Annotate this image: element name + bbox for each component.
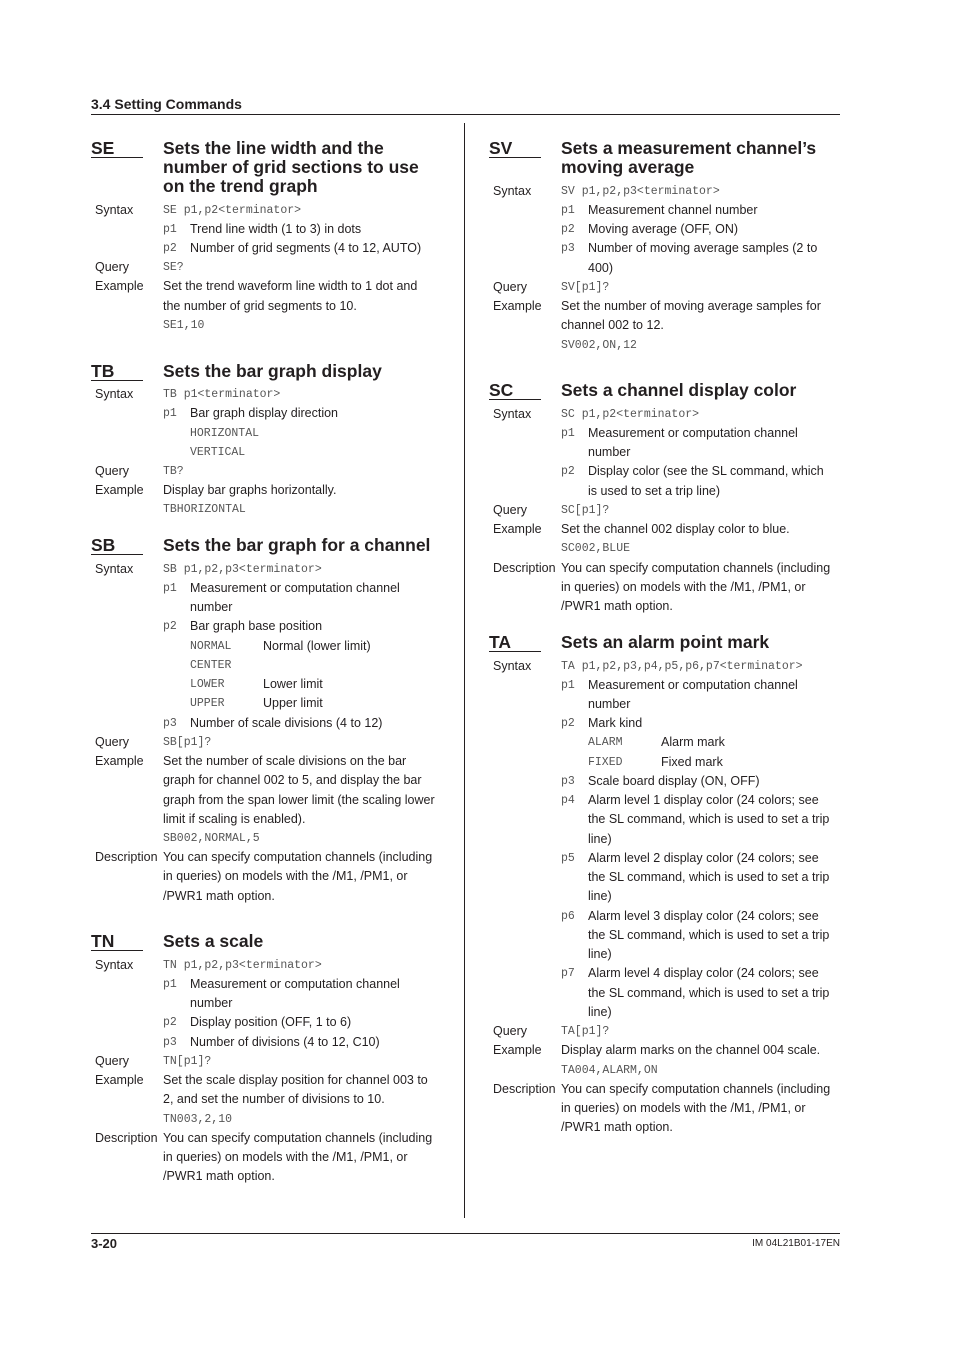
example-label: Example (493, 1043, 542, 1057)
example-text: Set the channel 002 display color to blue. (561, 522, 790, 536)
example-text: 2, and set the number of divisions to 10. (163, 1092, 385, 1106)
command-ta (489, 633, 849, 1153)
param-name: p2 (561, 717, 575, 730)
param-desc: Measurement channel number (588, 203, 758, 217)
param-name: p1 (561, 204, 575, 217)
param-desc: number (190, 996, 233, 1010)
param-name: p1 (163, 582, 177, 595)
document-id: IM 04L21B01-17EN (752, 1238, 840, 1249)
example-code: SV002,ON,12 (561, 339, 637, 352)
option-name: LOWER (190, 678, 225, 691)
param-desc: line) (588, 1005, 612, 1019)
example-text: Display alarm marks on the channel 004 scale. (561, 1043, 821, 1057)
command-code: SV (489, 138, 513, 158)
param-name: p1 (163, 978, 177, 991)
param-name: p2 (163, 620, 177, 633)
param-name: p1 (163, 407, 177, 420)
param-desc: Alarm level 3 display color (24 colors; see (588, 909, 819, 923)
option-desc: Lower limit (263, 677, 323, 691)
param-desc: Alarm level 1 display color (24 colors; see (588, 793, 819, 807)
command-underline (489, 399, 541, 400)
column-divider (464, 123, 465, 1218)
option-name: HORIZONTAL (190, 427, 260, 440)
param-desc: the SL command, which is used to set a trip (588, 870, 830, 884)
option-name: ALARM (588, 736, 623, 749)
param-desc: Scale board display (ON, OFF) (588, 774, 760, 788)
param-name: p3 (561, 242, 575, 255)
param-desc: Display color (see the SL command, which (588, 464, 824, 478)
description-text: /PWR1 math option. (561, 599, 673, 613)
example-text: Set the number of scale divisions on the bar (163, 754, 407, 768)
description-label: Description (95, 850, 158, 864)
option-name: NORMAL (190, 640, 232, 653)
query-text: SV[p1]? (561, 281, 610, 294)
example-text: channel 002 to 12. (561, 318, 664, 332)
command-underline (91, 380, 143, 381)
command-sb (91, 536, 461, 916)
param-desc: Alarm level 4 display color (24 colors; see (588, 966, 819, 980)
param-desc: line) (588, 889, 612, 903)
description-label: Description (493, 1082, 556, 1096)
description-label: Description (493, 561, 556, 575)
syntax-label: Syntax (493, 407, 532, 421)
option-name: VERTICAL (190, 446, 246, 459)
syntax-label: Syntax (95, 958, 134, 972)
command-sc (489, 381, 849, 621)
query-text: SB[p1]? (163, 736, 212, 749)
option-name: FIXED (588, 756, 623, 769)
description-label: Description (95, 1131, 158, 1145)
command-underline (91, 554, 143, 555)
command-title: Sets the bar graph display (163, 361, 382, 381)
param-name: p6 (561, 910, 575, 923)
example-text: Display bar graphs horizontally. (163, 483, 337, 497)
query-label: Query (95, 735, 130, 749)
param-desc: line) (588, 832, 612, 846)
query-label: Query (95, 1054, 130, 1068)
command-title: Sets a measurement channel’s moving average (561, 138, 817, 177)
description-text: in queries) on models with the /M1, /PM1, or (163, 869, 408, 883)
syntax-text: TA p1,p2,p3,p4,p5,p6,p7<terminator> (561, 660, 803, 673)
option-desc: Normal (lower limit) (263, 639, 371, 653)
param-desc: Measurement or computation channel (588, 678, 798, 692)
command-code: SE (91, 138, 115, 158)
param-desc: 400) (588, 261, 614, 275)
query-text: SE? (163, 261, 184, 274)
query-text: SC[p1]? (561, 504, 610, 517)
example-text: graph from the span lower limit (the scaling lower (163, 793, 435, 807)
example-text: Set the scale display position for channel 003 to (163, 1073, 428, 1087)
example-text: graph for channel 002 to 5, and display the bar (163, 773, 422, 787)
description-text: in queries) on models with the /M1, /PM1, or (561, 1101, 806, 1115)
command-tn (91, 932, 461, 1192)
description-text: in queries) on models with the /M1, /PM1, or (163, 1150, 408, 1164)
param-desc: Number of scale divisions (4 to 12) (190, 716, 383, 730)
query-label: Query (493, 280, 528, 294)
query-label: Query (95, 464, 130, 478)
param-name: p5 (561, 852, 575, 865)
example-label: Example (95, 483, 144, 497)
syntax-text: SE p1,p2<terminator> (163, 204, 302, 217)
syntax-text: SC p1,p2<terminator> (561, 408, 700, 421)
command-title: Sets a channel display color (561, 380, 797, 400)
syntax-text: SB p1,p2,p3<terminator> (163, 563, 322, 576)
param-name: p1 (163, 223, 177, 236)
param-desc: Trend line width (1 to 3) in dots (190, 222, 362, 236)
command-underline (489, 651, 541, 652)
param-desc: number (190, 600, 233, 614)
header-rule (91, 114, 840, 115)
param-desc: number (588, 445, 631, 459)
param-name: p3 (561, 775, 575, 788)
description-text: You can specify computation channels (including (163, 1131, 433, 1145)
command-title: Sets an alarm point mark (561, 632, 770, 652)
param-desc: Display position (OFF, 1 to 6) (190, 1015, 352, 1029)
example-code: SB002,NORMAL,5 (163, 832, 260, 845)
param-name: p4 (561, 794, 575, 807)
description-text: /PWR1 math option. (561, 1120, 673, 1134)
command-code: SB (91, 535, 116, 555)
example-code: TA004,ALARM,ON (561, 1064, 658, 1077)
query-text: TA[p1]? (561, 1025, 610, 1038)
description-text: You can specify computation channels (including (163, 850, 433, 864)
command-code: TN (91, 931, 115, 951)
description-text: /PWR1 math option. (163, 889, 275, 903)
example-label: Example (493, 299, 542, 313)
param-name: p3 (163, 1036, 177, 1049)
query-label: Query (493, 503, 528, 517)
param-desc: the SL command, which is used to set a trip (588, 986, 830, 1000)
param-name: p2 (163, 1016, 177, 1029)
example-text: Set the trend waveform line width to 1 dot and (163, 279, 418, 293)
command-tb (91, 362, 461, 522)
syntax-text: TB p1<terminator> (163, 388, 281, 401)
syntax-label: Syntax (95, 562, 134, 576)
description-text: You can specify computation channels (including (561, 561, 831, 575)
option-desc: Fixed mark (661, 755, 723, 769)
param-desc: Measurement or computation channel (190, 581, 400, 595)
example-label: Example (95, 754, 144, 768)
param-desc: Moving average (OFF, ON) (588, 222, 739, 236)
param-desc: Bar graph display direction (190, 406, 338, 420)
example-text: the number of grid segments to 10. (163, 299, 357, 313)
param-desc: Number of grid segments (4 to 12, AUTO) (190, 241, 422, 255)
param-desc: Bar graph base position (190, 619, 323, 633)
page-number: 3-20 (91, 1236, 118, 1251)
syntax-label: Syntax (493, 659, 532, 673)
example-text: Set the number of moving average samples for (561, 299, 821, 313)
syntax-text: SV p1,p2,p3<terminator> (561, 185, 720, 198)
query-text: TN[p1]? (163, 1055, 212, 1068)
example-code: SE1,10 (163, 319, 205, 332)
syntax-label: Syntax (493, 184, 532, 198)
command-code: TA (489, 632, 512, 652)
example-label: Example (95, 279, 144, 293)
param-desc: the SL command, which is used to set a trip (588, 812, 830, 826)
option-name: CENTER (190, 659, 232, 672)
command-title: Sets the bar graph for a channel (163, 535, 431, 555)
command-underline (91, 157, 143, 158)
description-text: You can specify computation channels (including (561, 1082, 831, 1096)
param-name: p3 (163, 717, 177, 730)
param-desc: Mark kind (588, 716, 643, 730)
section-header: 3.4 Setting Commands (91, 96, 242, 112)
command-title: Sets a scale (163, 931, 264, 951)
footer-rule (91, 1233, 840, 1234)
option-name: UPPER (190, 697, 225, 710)
description-text: /PWR1 math option. (163, 1169, 275, 1183)
param-name: p1 (561, 679, 575, 692)
param-name: p2 (561, 223, 575, 236)
example-text: limit if scaling is enabled). (163, 812, 306, 826)
query-label: Query (95, 260, 130, 274)
param-desc: is used to set a trip line) (588, 484, 721, 498)
syntax-label: Syntax (95, 203, 134, 217)
param-desc: Alarm level 2 display color (24 colors; see (588, 851, 819, 865)
param-desc: Measurement or computation channel (190, 977, 400, 991)
option-desc: Alarm mark (661, 735, 725, 749)
param-desc: Measurement or computation channel (588, 426, 798, 440)
param-desc: the SL command, which is used to set a trip (588, 928, 830, 942)
query-text: TB? (163, 465, 184, 478)
param-desc: Number of moving average samples (2 to (588, 241, 818, 255)
param-name: p2 (561, 465, 575, 478)
param-desc: line) (588, 947, 612, 961)
command-sv (489, 139, 849, 359)
example-code: TN003,2,10 (163, 1113, 233, 1126)
example-code: SC002,BLUE (561, 542, 631, 555)
command-code: SC (489, 380, 514, 400)
command-underline (91, 950, 143, 951)
command-se (91, 139, 461, 339)
syntax-text: TN p1,p2,p3<terminator> (163, 959, 322, 972)
param-desc: number (588, 697, 631, 711)
description-text: in queries) on models with the /M1, /PM1, or (561, 580, 806, 594)
option-desc: Upper limit (263, 696, 323, 710)
param-desc: Number of divisions (4 to 12, C10) (190, 1035, 380, 1049)
param-name: p2 (163, 242, 177, 255)
command-underline (489, 157, 541, 158)
syntax-label: Syntax (95, 387, 134, 401)
example-label: Example (95, 1073, 144, 1087)
command-code: TB (91, 361, 115, 381)
example-code: TBHORIZONTAL (163, 503, 246, 516)
query-label: Query (493, 1024, 528, 1038)
param-name: p7 (561, 967, 575, 980)
example-label: Example (493, 522, 542, 536)
command-title: Sets the line width and the number of grid sections to use on the trend graph (163, 138, 419, 196)
param-name: p1 (561, 427, 575, 440)
